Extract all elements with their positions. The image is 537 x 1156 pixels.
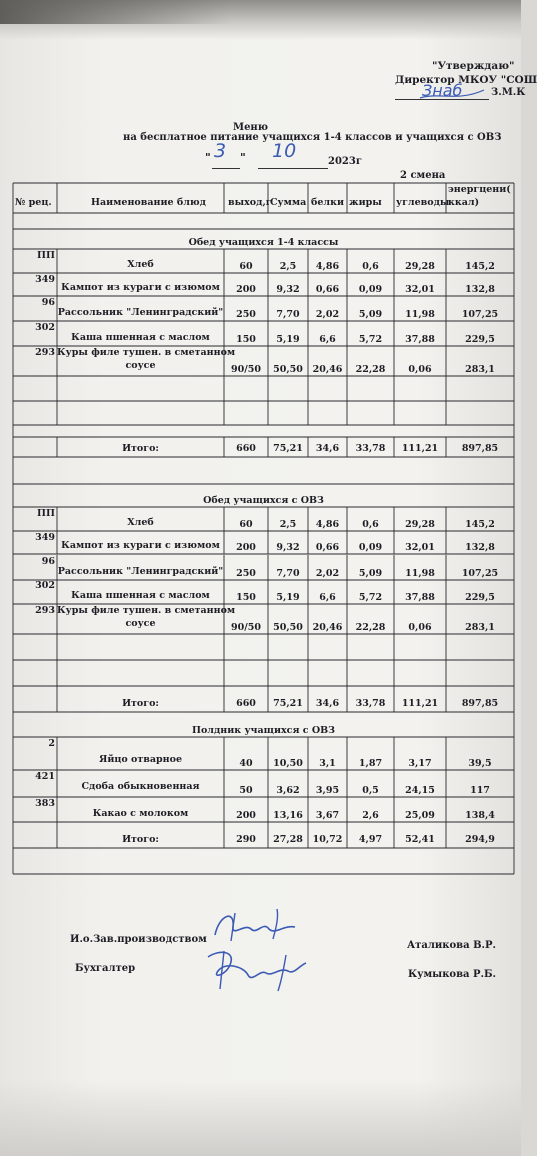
total-sum: 75,21 <box>273 698 303 709</box>
col-header-kcal: энергцени( <box>448 184 511 195</box>
value-sum: 10,50 <box>273 758 303 769</box>
value-carb: 32,01 <box>405 542 435 553</box>
value-carb: 3,17 <box>408 758 432 769</box>
director-name: З.М.К <box>491 87 526 98</box>
value-prot: 2,02 <box>315 568 340 579</box>
total-fat: 33,78 <box>355 443 386 454</box>
value-out: 90/50 <box>231 364 261 375</box>
value-carb: 11,98 <box>405 568 435 579</box>
value-sum: 5,19 <box>276 334 300 345</box>
recipe-number: 302 <box>35 580 55 591</box>
value-fat: 0,6 <box>362 519 379 530</box>
dish-name: Хлеб <box>127 517 154 528</box>
value-prot: 3,1 <box>319 758 336 769</box>
dish-name: Рассольник "Ленинградский" <box>57 566 224 577</box>
col-header-name: Наименование блюд <box>91 197 206 208</box>
value-sum: 50,50 <box>273 622 303 633</box>
value-sum: 7,70 <box>276 568 300 579</box>
value-carb: 37,88 <box>405 334 435 345</box>
value-out: 150 <box>236 334 256 345</box>
value-carb: 25,09 <box>405 810 435 821</box>
value-sum: 3,62 <box>276 785 300 796</box>
value-prot: 3,95 <box>315 785 340 796</box>
dish-name: Рассольник "Ленинградский" <box>57 307 224 318</box>
dish-name: Кампот из кураги с изюмом <box>61 540 220 551</box>
value-carb: 29,28 <box>405 519 435 530</box>
value-fat: 0,09 <box>358 284 383 295</box>
total-label: Итого: <box>122 834 159 845</box>
total-label: Итого: <box>122 443 159 454</box>
value-sum: 5,19 <box>276 592 300 603</box>
value-fat: 22,28 <box>355 622 386 633</box>
col-header-fat: жиры <box>349 197 382 208</box>
value-kcal: 283,1 <box>465 364 495 375</box>
value-sum: 7,70 <box>276 309 300 320</box>
value-fat: 2,6 <box>362 810 379 821</box>
value-prot: 2,02 <box>315 309 340 320</box>
production-head-role: И.о.Зав.производством <box>70 934 207 945</box>
recipe-number: 96 <box>41 297 55 308</box>
value-kcal: 283,1 <box>465 622 495 633</box>
value-sum: 2,5 <box>279 261 297 272</box>
value-kcal: 107,25 <box>461 309 499 320</box>
production-head-name: Аталикова В.Р. <box>407 940 497 951</box>
value-fat: 5,09 <box>358 309 383 320</box>
menu-subtitle: на бесплатное питание учащихся 1-4 классов и учащихся с ОВЗ <box>123 132 502 143</box>
value-kcal: 145,2 <box>465 261 495 272</box>
col-header-rec: № рец. <box>15 197 52 208</box>
value-prot: 4,86 <box>315 261 340 272</box>
value-fat: 0,6 <box>362 261 379 272</box>
section-title: Обед учащихся 1-4 классы <box>188 237 339 248</box>
value-fat: 0,5 <box>362 785 379 796</box>
total-carb: 111,21 <box>401 443 439 454</box>
value-sum: 2,5 <box>279 519 297 530</box>
dish-name: Хлеб <box>127 259 154 270</box>
col-header-carb: углеводы <box>396 197 450 208</box>
value-fat: 0,09 <box>358 542 383 553</box>
value-sum: 9,32 <box>276 284 300 295</box>
accountant-role: Бухгалтер <box>75 963 136 974</box>
director-signature-text: Знаб <box>422 81 463 100</box>
col-header-kcal-unit: ккал) <box>448 197 480 208</box>
value-kcal: 138,4 <box>465 810 495 821</box>
value-out: 40 <box>239 758 253 769</box>
menu-title: Меню <box>233 122 269 133</box>
bottom-shadow <box>0 1080 521 1156</box>
value-fat: 5,72 <box>358 334 383 345</box>
accountant-signature <box>200 945 310 993</box>
value-prot: 20,46 <box>312 622 343 633</box>
recipe-number: ПП <box>37 508 55 519</box>
total-prot: 10,72 <box>312 834 343 845</box>
value-sum: 13,16 <box>273 810 303 821</box>
value-carb: 0,06 <box>408 364 432 375</box>
value-carb: 0,06 <box>408 622 432 633</box>
value-carb: 11,98 <box>405 309 435 320</box>
shift-label: 2 смена <box>400 170 446 181</box>
value-prot: 0,66 <box>315 542 340 553</box>
value-prot: 20,46 <box>312 364 343 375</box>
production-head-signature <box>205 905 300 947</box>
total-fat: 4,97 <box>358 834 383 845</box>
value-carb: 29,28 <box>405 261 435 272</box>
value-fat: 5,72 <box>358 592 383 603</box>
value-out: 60 <box>239 519 253 530</box>
value-kcal: 107,25 <box>461 568 499 579</box>
col-header-out: выход,г <box>228 197 272 208</box>
dish-name: Какао с молоком <box>92 808 189 819</box>
total-kcal: 897,85 <box>461 443 499 454</box>
value-prot: 4,86 <box>315 519 340 530</box>
total-sum: 75,21 <box>273 443 303 454</box>
total-carb: 111,21 <box>401 698 439 709</box>
recipe-number: 383 <box>35 798 55 809</box>
date-quote-open: " <box>205 151 211 164</box>
recipe-number: 293 <box>35 605 55 616</box>
value-out: 150 <box>236 592 256 603</box>
value-out: 200 <box>236 284 256 295</box>
value-sum: 50,50 <box>273 364 303 375</box>
dish-name: Сдоба обыкновенная <box>81 781 200 792</box>
approve-label: "Утверждаю" <box>432 60 515 72</box>
value-prot: 6,6 <box>319 592 336 603</box>
col-header-sum: Сумма <box>270 197 307 208</box>
value-out: 200 <box>236 542 256 553</box>
date-year: 2023г <box>328 156 362 167</box>
director-title: Директор МКОУ "СОШ <box>395 74 537 86</box>
value-out: 250 <box>236 568 256 579</box>
value-kcal: 145,2 <box>465 519 495 530</box>
value-out: 250 <box>236 309 256 320</box>
value-out: 200 <box>236 810 256 821</box>
value-out: 60 <box>239 261 253 272</box>
accountant-name: Кумыкова Р.Б. <box>408 969 497 980</box>
total-label: Итого: <box>122 698 159 709</box>
section-title: Обед учащихся с ОВЗ <box>203 495 324 506</box>
total-kcal: 294,9 <box>465 834 495 845</box>
date-quote-close: " <box>240 151 246 164</box>
value-carb: 32,01 <box>405 284 435 295</box>
total-prot: 34,6 <box>315 443 340 454</box>
value-prot: 0,66 <box>315 284 340 295</box>
date-month: 10 <box>272 140 297 162</box>
value-kcal: 132,8 <box>465 542 495 553</box>
total-prot: 34,6 <box>315 698 340 709</box>
recipe-number: ПП <box>37 250 55 261</box>
dish-name: Каша пшенная с маслом <box>71 332 210 343</box>
total-out: 660 <box>236 698 256 709</box>
value-prot: 3,67 <box>315 810 340 821</box>
section-title: Полдник учащихся с ОВЗ <box>191 725 336 736</box>
dish-name: Яйцо отварное <box>98 754 183 765</box>
value-sum: 9,32 <box>276 542 300 553</box>
total-carb: 52,41 <box>405 834 435 845</box>
dish-name: Куры филе тушен. в сметанном <box>57 605 236 616</box>
value-out: 50 <box>239 785 253 796</box>
value-out: 90/50 <box>231 622 261 633</box>
total-sum: 27,28 <box>273 834 303 845</box>
recipe-number: 349 <box>35 274 55 285</box>
dish-name-cont: соусе <box>125 618 156 629</box>
total-fat: 33,78 <box>355 698 386 709</box>
total-kcal: 897,85 <box>461 698 499 709</box>
recipe-number: 302 <box>35 322 55 333</box>
recipe-number: 349 <box>35 532 55 543</box>
recipe-number: 421 <box>35 771 55 782</box>
value-fat: 1,87 <box>358 758 383 769</box>
value-carb: 24,15 <box>405 785 435 796</box>
value-kcal: 229,5 <box>465 334 495 345</box>
dish-name: Кампот из кураги с изюмом <box>61 282 220 293</box>
col-header-prot: белки <box>311 197 344 208</box>
total-out: 660 <box>236 443 256 454</box>
value-kcal: 117 <box>470 785 490 796</box>
recipe-number: 96 <box>41 556 55 567</box>
dish-name: Куры филе тушен. в сметанном <box>57 347 236 358</box>
value-carb: 37,88 <box>405 592 435 603</box>
value-kcal: 229,5 <box>465 592 495 603</box>
value-fat: 5,09 <box>358 568 383 579</box>
dish-name: Каша пшенная с маслом <box>71 590 210 601</box>
total-out: 290 <box>236 834 256 845</box>
recipe-number: 293 <box>35 347 55 358</box>
value-kcal: 132,8 <box>465 284 495 295</box>
dish-name-cont: соусе <box>125 360 156 371</box>
date-day: 3 <box>214 140 227 162</box>
value-kcal: 39,5 <box>468 758 492 769</box>
value-prot: 6,6 <box>319 334 336 345</box>
recipe-number: 2 <box>48 738 55 749</box>
value-fat: 22,28 <box>355 364 386 375</box>
